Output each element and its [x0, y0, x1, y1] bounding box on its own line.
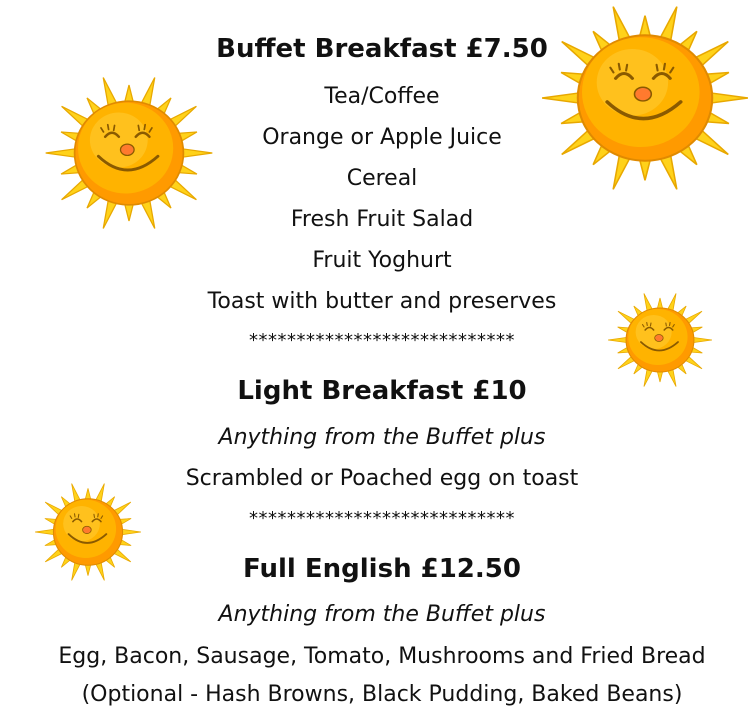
light-breakfast-subtitle: Anything from the Buffet plus	[218, 425, 546, 450]
menu-item-fruit-salad: Fresh Fruit Salad	[290, 207, 474, 232]
menu-item-yoghurt: Fruit Yoghurt	[312, 248, 452, 273]
full-english-subtitle: Anything from the Buffet plus	[218, 602, 546, 627]
smiling-sun-icon	[607, 290, 713, 390]
menu-item-tea-coffee: Tea/Coffee	[324, 84, 440, 109]
menu-item-toast: Toast with butter and preserves	[207, 289, 557, 314]
menu-item-optional-extras: (Optional - Hash Browns, Black Pudding, Baked Beans)	[81, 682, 683, 707]
menu-item-cereal: Cereal	[346, 166, 418, 191]
section-separator: ****************************	[249, 330, 515, 351]
buffet-breakfast-heading: Buffet Breakfast £7.50	[216, 34, 548, 64]
menu-item-full-english: Egg, Bacon, Sausage, Tomato, Mushrooms and Fried Bread	[58, 644, 706, 669]
smiling-sun-icon	[44, 72, 214, 234]
menu-item-egg-on-toast: Scrambled or Poached egg on toast	[185, 466, 579, 491]
full-english-heading: Full English £12.50	[243, 554, 521, 584]
light-breakfast-heading: Light Breakfast £10	[237, 376, 527, 406]
smiling-sun-icon	[540, 0, 750, 196]
section-separator: ****************************	[249, 508, 515, 529]
smiling-sun-icon	[34, 480, 142, 584]
menu-item-juice: Orange or Apple Juice	[262, 125, 502, 150]
